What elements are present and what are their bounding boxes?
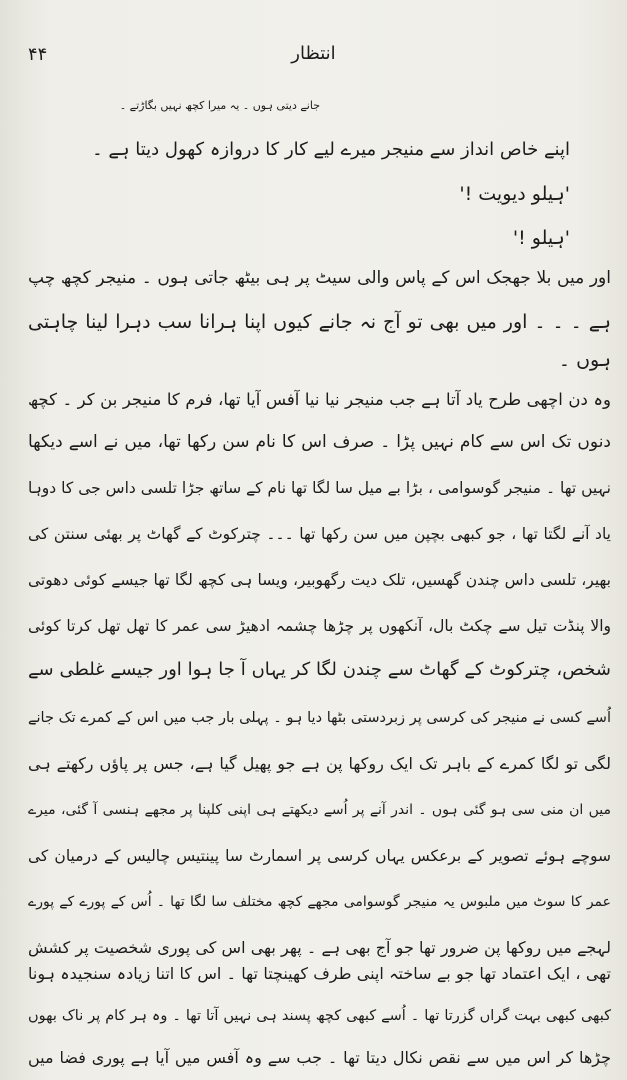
text-line: نہیں تھا ۔ منیجر گوسوامی ، بڑا بے میل سا لگا تھا نام کے ساتھ جڑا تلسی داس جی کا دوہا bbox=[28, 479, 611, 497]
text-line: سوچے ہوئے تصویر کے برعکس یہاں کرسی پر اسمارٹ سا پینتیس چالیس کے درمیان کی bbox=[28, 847, 611, 865]
text-line: چڑھا کر اس میں سے نقص نکال دیتا تھا ۔ جب سے وہ آفس میں آیا ہے پوری فضا میں bbox=[28, 1048, 611, 1067]
text-line: تھی ، ایک اعتماد تھا جو بے ساختہ اپنی طرف کھینچتا تھا ۔ اس کا اتنا زیادہ سنجیدہ ہونا bbox=[28, 964, 611, 983]
text-line: لگی تو لگا کمرے کے باہر تک ایک روکھا پن ہے جو پھیل گیا ہے، جس پر پاؤں رکھتے ہی bbox=[28, 754, 611, 773]
text-line: دنوں تک اس سے کام نہیں پڑا ۔ صرف اس کا نام سن رکھا تھا، میں نے اسے دیکھا bbox=[28, 432, 611, 452]
text-line: 'ہیلو !' bbox=[512, 227, 570, 249]
text-line: ہوں ۔ bbox=[558, 349, 611, 371]
text-line: عمر کا سوٹ میں ملبوس یہ منیجر گوسوامی مجھے کچھ مختلف سا لگا تھا ۔ اُس کے پورے کے پورے bbox=[28, 894, 611, 910]
text-line: اور میں بلا جھجک اس کے پاس والی سیٹ پر ہی بیٹھ جاتی ہوں ۔ منیجر کچھ چپ bbox=[28, 268, 611, 288]
text-line: جانے دیتی ہوں ۔ یہ میرا کچھ نہیں بگاڑتے ۔ bbox=[119, 99, 320, 112]
text-line: والا پنڈت تیل سے چکٹ بال، آنکھوں پر چڑھا چشمہ ادھیڑ سی عمر کا تھل تھل کرتا کوئی bbox=[28, 617, 611, 635]
text-line: وہ دن اچھی طرح یاد آتا ہے جب منیجر نیا نیا آفس آیا تھا، فرم کا منیجر بن کر ۔ کچھ bbox=[28, 390, 611, 409]
text-line: اُسے کسی نے منیجر کی کرسی پر زبردستی بٹھا دیا ہو ۔ پہلی بار جب میں اس کے کمرے تک جانے bbox=[28, 710, 611, 726]
text-line: اپنے خاص انداز سے منیجر میرے لیے کار کا دروازہ کھول دیتا ہے ۔ bbox=[92, 139, 570, 160]
text-line: کبھی کبھی بہت گراں گزرتا تھا ۔ اُسے کبھی کچھ پسند ہی نہیں آتا تھا ۔ وہ ہر کام پر ناک بھوں bbox=[28, 1008, 611, 1024]
page-number: ۴۴ bbox=[28, 44, 48, 65]
text-line: یاد آنے لگتا تھا ، جو کبھی بچپن میں سن رکھا تھا ۔۔۔ چترکوٹ کے گھاٹ پر بھئی سنتن کی bbox=[28, 525, 611, 543]
text-line: میں ان منی سی ہو گئی ہوں ۔ اندر آنے پر اُسے دیکھتے ہی اپنی کلپنا پر مجھے ہنسی آ گئی، میرے bbox=[28, 802, 611, 818]
text-line: ہے ۔ ۔ ۔ اور میں بھی تو آج نہ جانے کیوں اپنا ہرانا سب دہرا لینا چاہتی bbox=[28, 311, 611, 333]
text-line: 'ہیلو دیویت !' bbox=[459, 183, 570, 205]
text-line: شخص، چترکوٹ کے گھاٹ سے چندن لگا کر یہاں آ جا ہوا اور جیسے غلطی سے bbox=[28, 659, 611, 680]
running-title: انتظار bbox=[291, 43, 336, 64]
text-line: لہجے میں روکھا پن ضرور تھا جو آج بھی ہے ۔ پھر بھی اس کی پوری شخصیت پر کشش bbox=[28, 938, 611, 957]
text-line: بھیر، تلسی داس چندن گھسیں، تلک دیت رگھوبیر، ویسا ہی کچھ لگا تھا جیسے کوئی دھوتی bbox=[28, 571, 611, 589]
